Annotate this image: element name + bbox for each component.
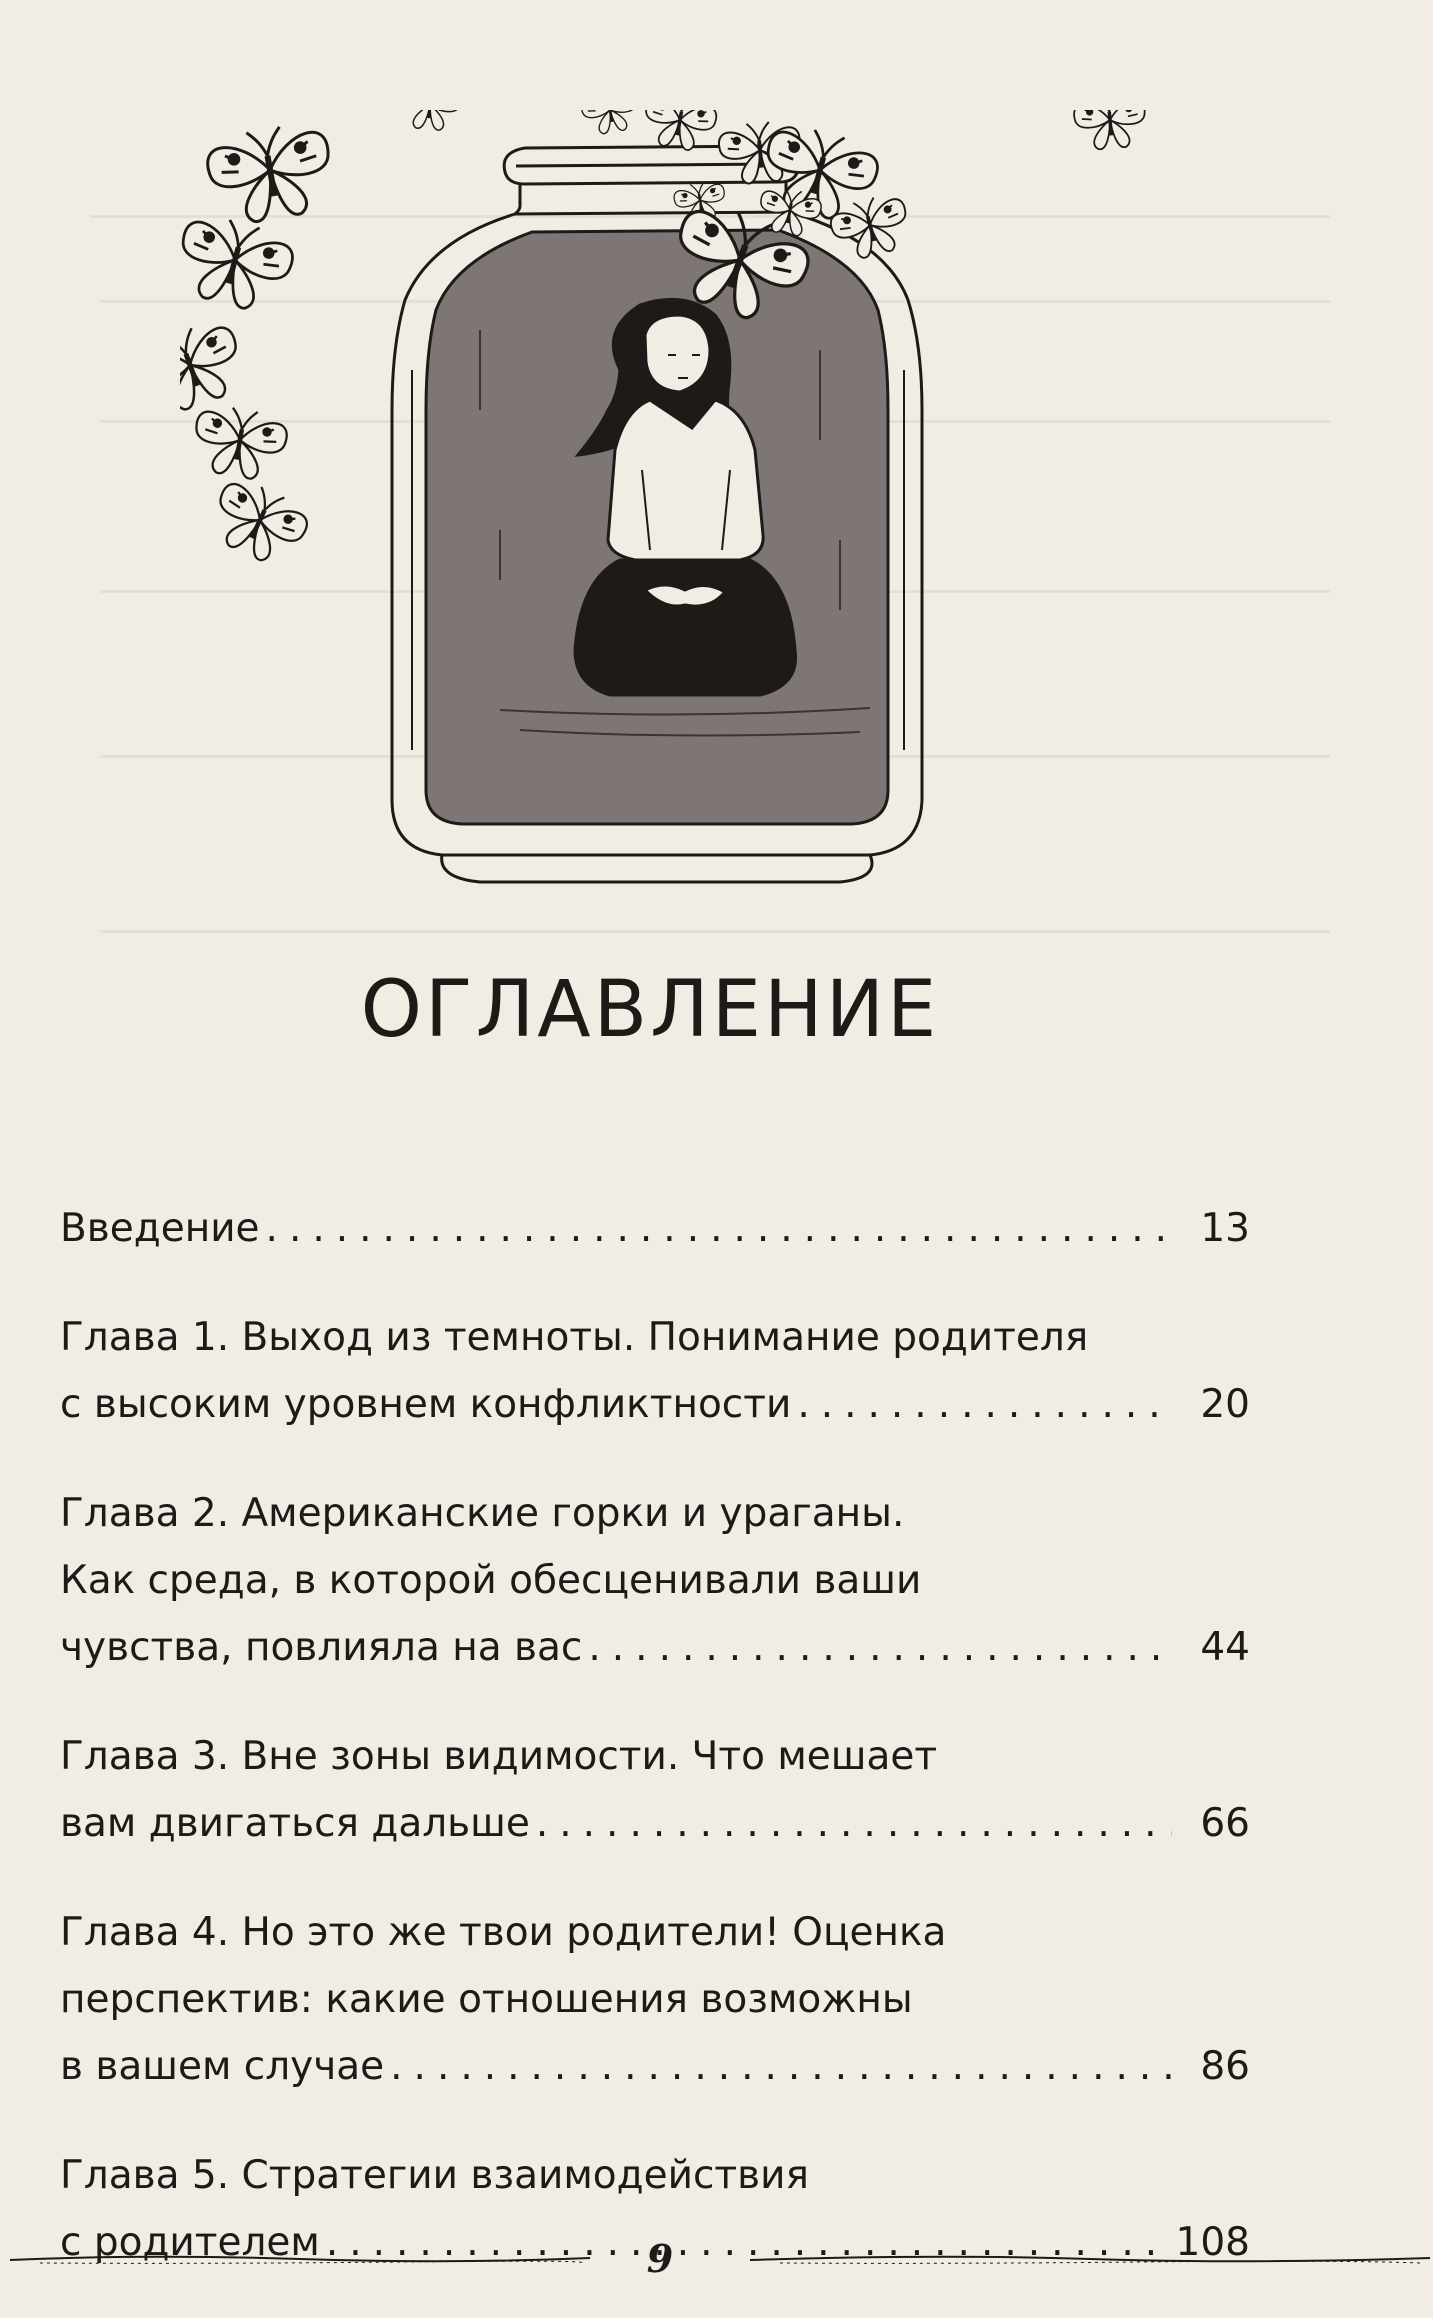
toc-entry-page: 13: [1200, 1206, 1250, 1251]
toc-entry-last-line: [60, 1371, 1250, 1438]
toc-entry-page: 108: [1175, 2220, 1250, 2265]
toc-entry-last-line: [60, 1195, 1250, 1262]
footer-rule-left: [0, 2250, 600, 2270]
toc-entry-page: 44: [1200, 1625, 1250, 1670]
butterfly-icon: [180, 316, 251, 420]
toc-entry-title-line: с родителем: [60, 2220, 320, 2265]
butterfly-icon: [203, 473, 314, 572]
butterfly-icon: [180, 210, 298, 318]
jar-illustration: [180, 110, 1380, 910]
toc-entry-title-line: Глава 1. Выход из темноты. Понимание родителя: [60, 1315, 1089, 1360]
butterfly-icon: [827, 191, 915, 265]
toc-entry: [60, 1899, 1250, 2100]
dot-leader: [390, 2033, 1172, 2100]
toc-entry-title-line: Глава 2. Американские горки и ураганы.: [60, 1491, 905, 1536]
toc-entry-title-line: вам двигаться дальше: [60, 1801, 530, 1846]
toc-entry-page: 66: [1200, 1801, 1250, 1846]
page-number: 9: [646, 2236, 674, 2281]
toc-entry-last-line: [60, 1790, 1250, 1857]
dot-leader: [266, 1195, 1172, 1262]
toc-entry-title-line: в вашем случае: [60, 2044, 385, 2089]
dot-leader: [797, 1371, 1172, 1438]
toc-entry: [60, 1304, 1250, 1438]
butterfly-icon: [203, 119, 338, 228]
dot-leader: [588, 1614, 1172, 1681]
dot-leader: [536, 1790, 1172, 1857]
toc-entry-title-line: с высоким уровнем конфликтности: [60, 1382, 792, 1427]
toc-entry-title-line: Глава 4. Но это же твои родители! Оценка: [60, 1910, 947, 1955]
toc-entry-title-line: Введение: [60, 1206, 260, 1251]
toc-entry-title-line: чувства, повлияла на вас: [60, 1625, 583, 1670]
toc-entry: [60, 1195, 1250, 1262]
toc-entry: [60, 1723, 1250, 1857]
footer-rule-right: [740, 2250, 1433, 2270]
page-title: ОГЛАВЛЕНИЕ: [360, 965, 940, 1055]
toc-entry-title-line: Глава 5. Стратегии взаимодействия: [60, 2153, 809, 2198]
toc-entry-title-line: Как среда, в которой обесценивали ваши: [60, 1558, 922, 1603]
toc-entry-title-line: перспектив: какие отношения возможны: [60, 1977, 913, 2022]
toc-entry-page: 20: [1200, 1382, 1250, 1427]
toc-entry: [60, 1480, 1250, 1681]
butterfly-icon: [1073, 110, 1148, 151]
butterfly-icon: [189, 402, 290, 484]
butterfly-icon: [579, 110, 641, 137]
toc-entry-last-line: [60, 1614, 1250, 1681]
table-of-contents: [60, 1195, 1250, 2318]
butterfly-icon: [398, 110, 462, 132]
toc-entry-title-line: Глава 3. Вне зоны видимости. Что мешает: [60, 1734, 938, 1779]
toc-entry-page: 86: [1200, 2044, 1250, 2089]
toc-entry-last-line: [60, 2033, 1250, 2100]
